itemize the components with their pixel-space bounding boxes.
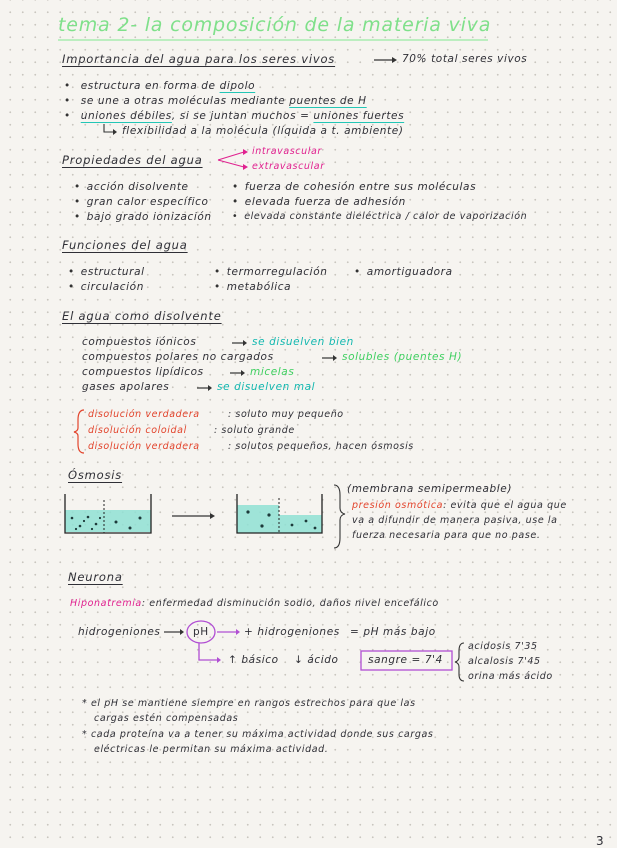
dis-left-3: gases apolares <box>82 381 170 393</box>
note-1a-text: el pH se mantiene siempre en rangos estrechos para que las <box>90 698 416 709</box>
prop-left-2: • bajo grado ionización <box>74 211 212 223</box>
desc-1: soluto grande <box>221 425 295 436</box>
heading-funciones: Funciones del agua <box>62 238 188 252</box>
membrana-text: (membrana semipermeable) <box>347 483 513 495</box>
disolucion-desc-2: : solutos pequeños, hacen ósmosis <box>228 441 414 452</box>
hiponatremia-label: Hiponatremia <box>70 598 142 609</box>
dipolo-highlight: dipolo <box>219 80 256 92</box>
ph-circle-label: pH <box>193 626 209 638</box>
sangre-text: sangre = 7'4 <box>368 654 443 666</box>
heading-osmosis: Ósmosis <box>68 468 123 482</box>
list-item <box>64 80 255 92</box>
dis-right-2: micelas <box>250 366 295 378</box>
presion-text-1: : evita que el agua que <box>443 500 567 511</box>
note-2a-text: cada proteína va a tener su máxima actividad donde sus cargas <box>90 729 434 740</box>
prop-left-0: • acción disolvente <box>74 181 189 193</box>
osmosis-container-right <box>237 494 322 533</box>
prop-right-2: • elevada constante dieléctrica / calor de vaporización <box>232 211 527 222</box>
heading-neurona: Neurona <box>68 570 123 584</box>
acido-text: ácido <box>307 654 339 666</box>
func-c1-1: • circulación <box>68 281 144 293</box>
func-c2-1: • metabólica <box>214 281 291 293</box>
dis-right-3: se disuelven mal <box>217 381 316 393</box>
hiponatremia-text: : enfermedad disminución sodio, daños nivel encefálico <box>141 598 439 609</box>
page-number: 3 <box>596 834 605 848</box>
down-arrow-icon: ↓ <box>294 654 304 666</box>
presion-line-2: va a difundir de manera pasiva, use la <box>352 515 558 526</box>
prop-right-0: • fuerza de cohesión entre sus moléculas <box>232 181 476 193</box>
func-c1-0: • estructural <box>68 266 145 278</box>
note-2b: eléctricas le permitan su máxima actividad. <box>94 744 329 755</box>
arrow-importancia <box>374 57 397 63</box>
presion-line-3: fuerza necesaria para que no pase. <box>352 530 541 541</box>
disolucion-desc-1: : soluto grande <box>214 425 295 436</box>
prop-right-1: • elevada fuerza de adhesión <box>232 196 406 208</box>
puentes-highlight: puentes de H <box>289 95 367 107</box>
func-c3-0: • amortiguadora <box>354 266 453 278</box>
disolucion-name-1: disolución coloidal <box>88 425 187 436</box>
func-c2-0: • termorregulación <box>214 266 327 278</box>
disolucion-name-0: disolución verdadera <box>88 409 200 420</box>
branch-intravascular: intravascular <box>252 146 322 157</box>
dis-left-2: compuestos lipídicos <box>82 366 204 378</box>
disolucion-desc-0: : soluto muy pequeño <box>228 409 344 420</box>
importancia-arrow-text: 70% total seres vivos <box>402 53 528 65</box>
acidosis-brace <box>455 643 464 681</box>
flexibilidad-text: flexibilidad a la molécula (líquida a t. ambiente) <box>122 125 404 137</box>
list-item <box>64 95 367 107</box>
asterisk-icon: * <box>82 698 88 709</box>
acido-line <box>294 654 339 666</box>
alcalosis-text: alcalosis 7'45 <box>468 656 541 667</box>
dis-left-1: compuestos polares no cargados <box>82 351 274 363</box>
branch-extravascular: extravascular <box>252 161 325 172</box>
hiponatremia-line <box>70 598 439 609</box>
uniones-debiles: uniones débiles <box>80 110 172 122</box>
heading-disolvente: El agua como disolvente <box>62 309 222 323</box>
b2-text: se une a otras moléculas mediante <box>80 95 290 107</box>
note-2a <box>82 729 433 740</box>
note-1b: cargas estén compensadas <box>94 713 239 724</box>
b1-text: estructura en forma de <box>80 80 220 92</box>
osmosis-arrow <box>172 513 215 519</box>
presion-line-1 <box>352 500 567 511</box>
note-1a <box>82 698 416 709</box>
heading-importancia: Importancia del agua para los seres vivos <box>62 52 336 66</box>
desc-0: soluto muy pequeño <box>235 409 344 420</box>
heading-propiedades: Propiedades del agua <box>62 153 203 167</box>
branch-arrows <box>218 149 248 170</box>
desc-2: solutos pequeños, hacen ósmosis <box>235 441 414 452</box>
list-item <box>64 110 404 122</box>
hidrogeniones-label: hidrogeniones <box>78 626 161 638</box>
presion-label: presión osmótica <box>352 500 444 511</box>
prop-left-1: • gran calor específico <box>74 196 209 208</box>
disolucion-name-2: disolución verdadera <box>88 441 200 452</box>
flex-arrow-icon <box>104 124 117 135</box>
osmosis-bracket <box>334 485 345 548</box>
asterisk-icon: * <box>82 729 88 740</box>
orina-text: orina más ácido <box>468 671 553 682</box>
dis-right-1: solubles (puentes H) <box>342 351 463 363</box>
red-bracket <box>74 410 84 453</box>
acidosis-text: acidosis 7'35 <box>468 641 538 652</box>
ph-bajo: = pH más bajo <box>350 626 436 638</box>
mas-hidrogeniones: + hidrogeniones <box>244 626 340 638</box>
up-arrow-icon: ↑ <box>228 654 238 666</box>
b3-mid: , si se juntan muchos = <box>171 110 314 122</box>
page-title: tema 2- la composición de la materia viva <box>58 14 492 36</box>
basico-line <box>228 654 279 666</box>
basico-text: básico <box>241 654 279 666</box>
dis-left-0: compuestos iónicos <box>82 336 197 348</box>
uniones-fuertes: uniones fuertes <box>313 110 405 122</box>
osmosis-container-left <box>65 494 151 533</box>
dis-right-0: se disuelven bien <box>252 336 354 348</box>
